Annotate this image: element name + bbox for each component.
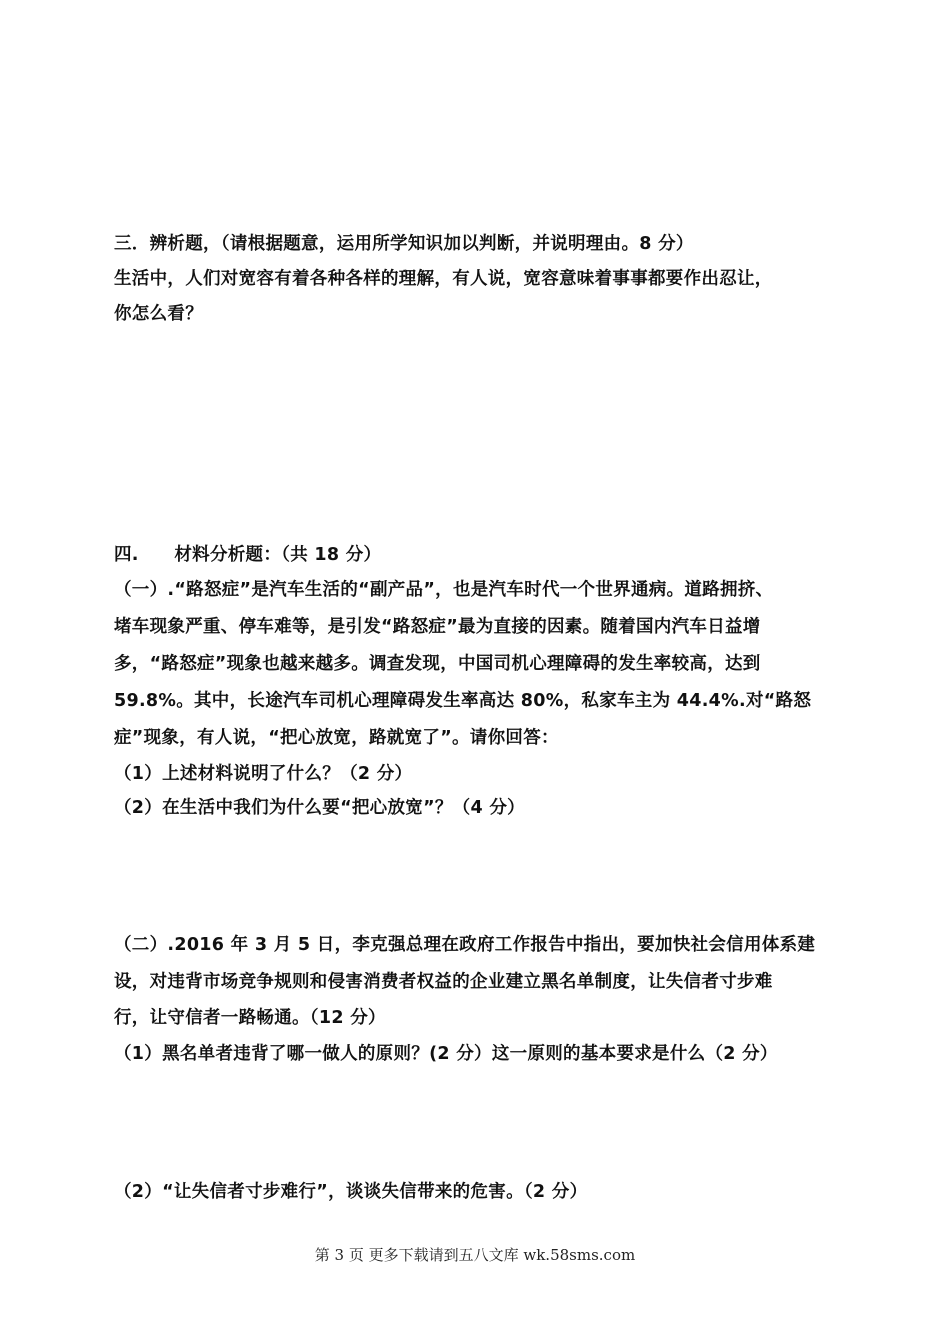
section3-text-line: 你怎么看？	[114, 304, 203, 324]
part1-text-line: 多，“路怒症”现象也越来越多。调查发现，中国司机心理障碍的发生率较高，达到	[114, 654, 761, 674]
part1-text-line: （一）.“路怒症”是汽车生活的“副产品”，也是汽车时代一个世界通病。道路拥挤、	[114, 580, 774, 600]
part2-question-2: （2）“让失信者寸步难行”，谈谈失信带来的危害。（2 分）	[114, 1182, 588, 1202]
section3-heading: 三．辨析题，（请根据题意，运用所学知识加以判断，并说明理由。8 分）	[114, 234, 694, 254]
part1-text-line: 59.8%。其中，长途汽车司机心理障碍发生率高达 80%，私家车主为 44.4%.对“路怒	[114, 691, 812, 711]
section4-heading: 四. 材料分析题：（共 18 分）	[114, 545, 382, 565]
part1-question-2: （2）在生活中我们为什么要“把心放宽”？（4 分）	[114, 798, 525, 818]
section3-text-line: 生活中，人们对宽容有着各种各样的理解，有人说，宽容意味着事事都要作出忍让，	[114, 269, 773, 289]
part2-text-line: （二）.2016 年 3 月 5 日，李克强总理在政府工作报告中指出，要加快社会信用体系建	[114, 935, 816, 955]
part1-text-line: 堵车现象严重、停车难等，是引发“路怒症”最为直接的因素。随着国内汽车日益增	[114, 617, 761, 637]
part2-text-line: 设，对违背市场竞争规则和侵害消费者权益的企业建立黑名单制度，让失信者寸步难	[114, 972, 773, 992]
part2-question-1: （1）黑名单者违背了哪一做人的原则？(2 分）这一原则的基本要求是什么（2 分）	[114, 1044, 778, 1064]
part1-text-line: 症”现象，有人说，“把心放宽，路就宽了”。请你回答：	[114, 728, 559, 748]
page-footer: 第 3 页 更多下载请到五八文库 wk.58sms.com	[314, 1246, 636, 1264]
part1-question-1: （1）上述材料说明了什么？（2 分）	[114, 764, 413, 784]
part2-text-line: 行，让守信者一路畅通。（12 分）	[114, 1008, 386, 1028]
